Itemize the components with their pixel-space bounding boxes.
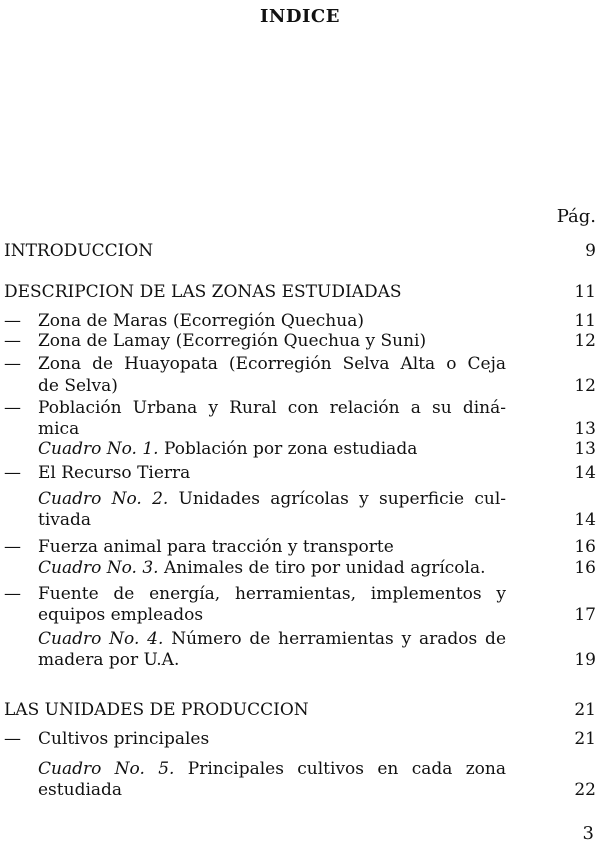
toc-page-number: 9	[585, 241, 596, 261]
table-label: Cuadro No. 5.	[38, 759, 175, 779]
toc-dash: —	[4, 463, 21, 483]
toc-table-entry	[38, 758, 506, 780]
toc-dash: —	[4, 537, 21, 557]
toc-entry-continued: equipos empleados	[38, 605, 204, 625]
toc-table-entry	[38, 628, 506, 650]
toc-entry: Población Urbana y Rural con relación a su diná-	[38, 398, 506, 418]
toc-entry-continued: madera por U.A.	[38, 650, 180, 670]
toc-entry-continued: estudiada	[38, 780, 123, 800]
toc-table-entry	[38, 557, 486, 579]
toc-table-entry	[38, 438, 417, 460]
toc-entry: Zona de Huayopata (Ecorregión Selva Alta o Ceja	[38, 354, 506, 374]
toc-entry: Zona de Maras (Ecorregión Quechua)	[38, 311, 364, 331]
table-title: Población por zona estudiada	[158, 439, 418, 459]
toc-entry-continued: de Selva)	[38, 376, 118, 396]
table-label: Cuadro No. 1.	[38, 439, 159, 459]
toc-page-number: 16	[574, 537, 596, 557]
toc-page-number: 17	[574, 605, 596, 625]
toc-page-number: 13	[574, 419, 596, 439]
toc-entry: Cultivos principales	[38, 729, 210, 749]
toc-page-number: 16	[574, 558, 596, 578]
toc-table-entry	[38, 488, 506, 510]
toc-page-number: 14	[574, 463, 596, 483]
toc-entry: Zona de Lamay (Ecorregión Quechua y Suni)	[38, 331, 427, 351]
page-number: 3	[582, 823, 594, 844]
toc-page-number: 11	[574, 282, 596, 302]
toc-page-number: 12	[574, 331, 596, 351]
toc-entry: Fuente de energía, herramientas, implementos y	[38, 584, 506, 604]
page-column-header: Pág.	[556, 206, 596, 227]
table-title: Principales cultivos en cada zona	[174, 759, 506, 779]
toc-entry: Fuerza animal para tracción y transporte	[38, 537, 394, 557]
toc-page-number: 13	[574, 439, 596, 459]
toc-dash: —	[4, 398, 21, 418]
toc-entry-descripcion: DESCRIPCION DE LAS ZONAS ESTUDIADAS	[4, 282, 402, 302]
toc-dash: —	[4, 331, 21, 351]
table-label: Cuadro No. 4.	[38, 629, 164, 649]
page-title: INDICE	[260, 6, 340, 27]
toc-dash: —	[4, 311, 21, 331]
toc-page-number: 19	[574, 650, 596, 670]
table-title: Número de herramientas y arados de	[163, 629, 506, 649]
toc-page-number: 21	[574, 729, 596, 749]
toc-page-number: 11	[574, 311, 596, 331]
toc-page-number: 14	[574, 510, 596, 530]
toc-dash: —	[4, 584, 21, 604]
toc-dash: —	[4, 729, 21, 749]
toc-page-number: 12	[574, 376, 596, 396]
toc-entry-continued: tivada	[38, 510, 92, 530]
toc-entry-continued: mica	[38, 419, 80, 439]
toc-page-number: 22	[574, 780, 596, 800]
table-label: Cuadro No. 2.	[38, 489, 169, 509]
toc-entry-unidades: LAS UNIDADES DE PRODUCCION	[4, 700, 309, 720]
table-title: Unidades agrícolas y superficie cul-	[168, 489, 506, 509]
toc-dash: —	[4, 354, 21, 374]
toc-entry-introduccion: INTRODUCCION	[4, 241, 154, 261]
table-title: Animales de tiro por unidad agrícola.	[158, 558, 486, 578]
table-label: Cuadro No. 3.	[38, 558, 159, 578]
toc-entry: El Recurso Tierra	[38, 463, 191, 483]
toc-page-number: 21	[574, 700, 596, 720]
